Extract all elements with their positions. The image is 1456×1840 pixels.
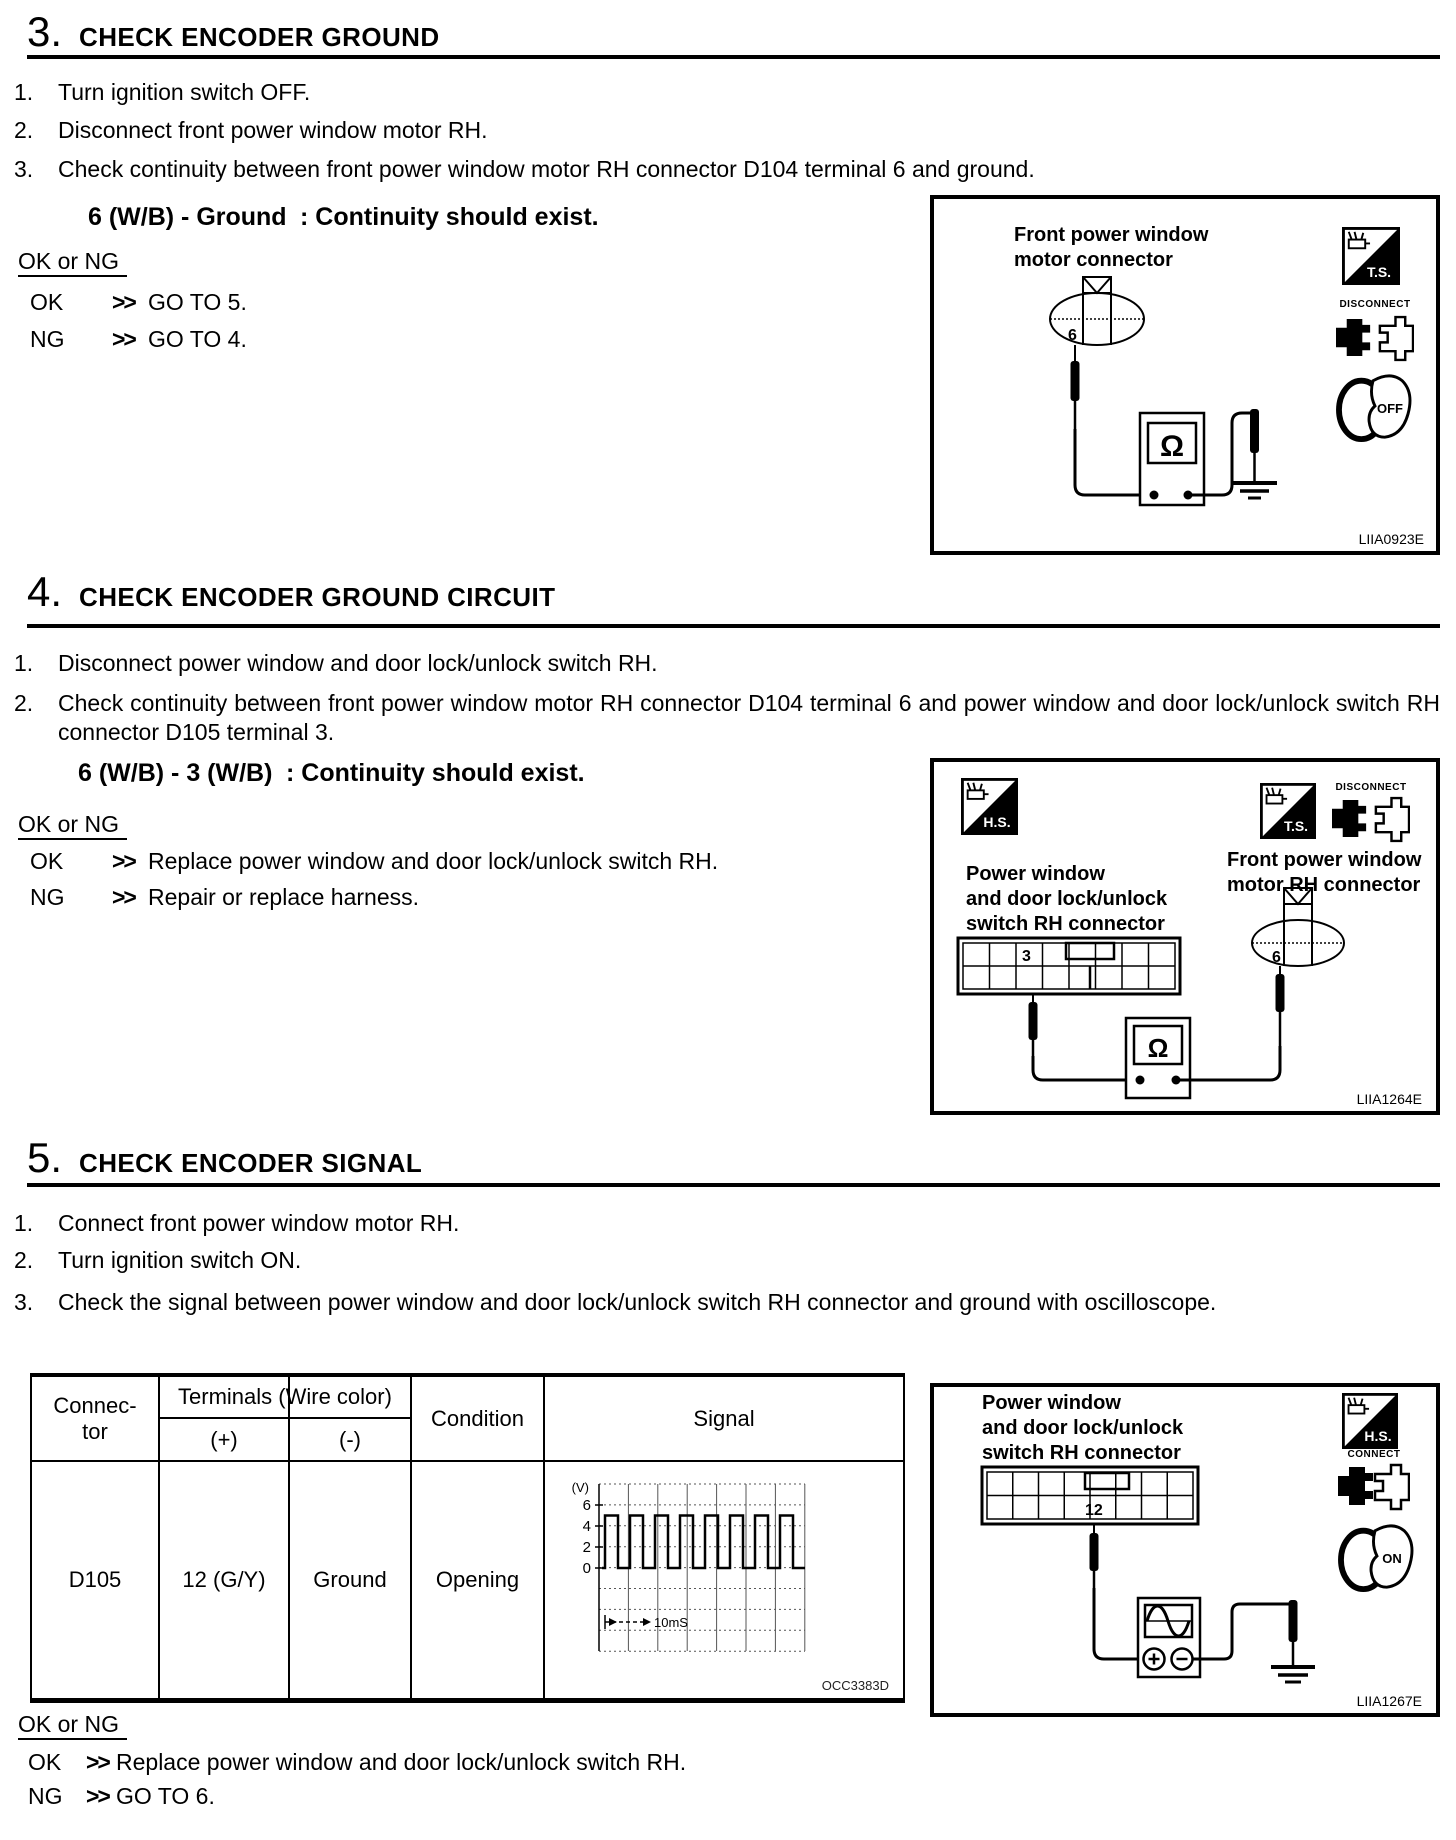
section-3-heading xyxy=(27,8,440,56)
result-action: Replace power window and door lock/unlock switch RH. xyxy=(148,848,719,874)
ohmmeter-icon xyxy=(1126,1018,1190,1098)
spec-terminals: 6 (W/B) - 3 (W/B) xyxy=(78,759,273,787)
motor-connector-art xyxy=(1252,888,1344,966)
ok-or-ng-label: OK or NG xyxy=(18,248,127,275)
signal-table xyxy=(30,1373,905,1703)
probe-icon xyxy=(1250,409,1259,481)
figure-code: LIIA1267E xyxy=(1356,1693,1422,1709)
time-marker xyxy=(605,1615,688,1630)
col-header-minus: (-) xyxy=(339,1426,361,1452)
step-number: 3. xyxy=(14,156,34,182)
section-title: CHECK ENCODER SIGNAL xyxy=(79,1148,423,1178)
ts-icon xyxy=(1261,784,1314,837)
figure-label: and door lock/unlock xyxy=(982,1417,1184,1439)
waveform-chart xyxy=(545,1462,903,1698)
step-item xyxy=(14,78,1440,107)
result-action: GO TO 5. xyxy=(148,289,247,315)
col-header-terminals: Terminals (Wire color) xyxy=(178,1384,392,1409)
svg-text:T.S.: T.S. xyxy=(1366,264,1392,280)
step-number: 1. xyxy=(14,79,34,105)
figure-check-encoder-ground-circuit xyxy=(930,758,1440,1115)
step-text: Disconnect front power window motor RH. xyxy=(58,117,488,143)
motor-connector-art xyxy=(1050,277,1144,345)
test-lead-wire xyxy=(1094,1588,1143,1659)
ohmmeter-icon xyxy=(1140,413,1204,505)
step-item xyxy=(14,689,1440,747)
step-text: Turn ignition switch ON. xyxy=(58,1247,302,1273)
terminal-number: 12 xyxy=(1085,1502,1103,1519)
result-arrow: >> xyxy=(86,1749,109,1775)
step-item xyxy=(14,155,1440,184)
figure-code: LIIA0923E xyxy=(1358,531,1424,547)
section-number: 5. xyxy=(27,1134,63,1181)
spec-result: : Continuity should exist. xyxy=(286,759,585,787)
result-action: GO TO 4. xyxy=(148,326,247,352)
y-axis-label: (V) xyxy=(571,1480,589,1495)
figure-code: LIIA1264E xyxy=(1356,1091,1422,1107)
figure-code: OCC3383D xyxy=(821,1678,889,1693)
section-number: 3. xyxy=(27,8,63,55)
svg-text:H.S.: H.S. xyxy=(983,814,1011,830)
hs-icon xyxy=(962,779,1016,833)
figure-label: Front power window xyxy=(1014,224,1209,246)
result-arrow: >> xyxy=(112,884,135,910)
figure-label: Power window xyxy=(966,863,1105,885)
result-label: OK xyxy=(30,848,64,874)
ignition-key-off-icon xyxy=(1339,376,1410,439)
oscilloscope-icon xyxy=(1138,1598,1200,1677)
svg-text:Ω: Ω xyxy=(1147,1033,1169,1063)
col-header-plus: (+) xyxy=(210,1426,238,1452)
step-item xyxy=(14,1246,1440,1275)
step-item xyxy=(14,1209,1440,1238)
terminal-number: 3 xyxy=(1022,948,1031,965)
cell-connector: D105 xyxy=(68,1567,122,1592)
step-text: Connect front power window motor RH. xyxy=(58,1210,460,1236)
result-label: OK xyxy=(30,289,64,315)
figure-label: switch RH connector xyxy=(966,913,1165,935)
ground-icon xyxy=(1271,1667,1315,1682)
y-tick: 6 xyxy=(582,1497,591,1514)
figure-label: motor RH connector xyxy=(1227,874,1421,896)
result-action: GO TO 6. xyxy=(116,1783,215,1809)
figure-check-encoder-signal xyxy=(930,1383,1440,1717)
svg-text:10mS: 10mS xyxy=(654,1615,688,1630)
y-tick: 4 xyxy=(582,1518,591,1535)
step-item xyxy=(14,1288,1440,1317)
ts-icon xyxy=(1343,228,1398,283)
cell-terminal-minus: Ground xyxy=(313,1567,387,1592)
section-title: CHECK ENCODER GROUND CIRCUIT xyxy=(79,582,556,612)
col-header-connector: Connec- tor xyxy=(53,1392,137,1444)
figure-label: Power window xyxy=(982,1392,1121,1414)
connect-icon xyxy=(1338,1449,1409,1509)
section-5-heading xyxy=(27,1134,422,1182)
result-arrow: >> xyxy=(86,1783,109,1809)
spec-terminals: 6 (W/B) - Ground xyxy=(88,203,287,231)
figure-check-encoder-ground xyxy=(930,195,1440,555)
svg-text:ON: ON xyxy=(1382,1551,1402,1566)
result-label: OK xyxy=(28,1749,62,1775)
test-lead-wire xyxy=(1193,1604,1291,1659)
cell-condition: Opening xyxy=(435,1567,520,1592)
probe-icon xyxy=(1029,994,1038,1058)
test-lead-wire xyxy=(1033,1056,1140,1080)
result-action: Repair or replace harness. xyxy=(148,884,420,910)
spec-result: : Continuity should exist. xyxy=(300,203,599,231)
disconnect-icon xyxy=(1332,782,1409,841)
step-text: Disconnect power window and door lock/unlock switch RH. xyxy=(58,650,658,676)
result-label: NG xyxy=(30,884,65,910)
step-text: Check continuity between front power window motor RH connector D104 terminal 6 and ground. xyxy=(58,156,1035,182)
test-lead-wire xyxy=(1176,1046,1280,1080)
switch-connector-art xyxy=(958,938,1180,994)
step-text: Turn ignition switch OFF. xyxy=(58,79,311,105)
svg-text:Ω: Ω xyxy=(1159,430,1185,463)
svg-text:DISCONNECT: DISCONNECT xyxy=(1335,782,1407,793)
hs-icon xyxy=(1343,1394,1396,1447)
section-number: 4. xyxy=(27,568,63,615)
section-divider xyxy=(27,1183,1440,1187)
step-text: Check continuity between front power window motor RH connector D104 terminal 6 and power window and door lock/unlock switch RH connector D105 terminal 3. xyxy=(58,690,1440,745)
result-label: NG xyxy=(30,326,65,352)
probe-icon xyxy=(1090,1524,1099,1590)
section-4-heading xyxy=(27,568,555,616)
svg-text:H.S.: H.S. xyxy=(1364,1428,1392,1444)
section-title: CHECK ENCODER GROUND xyxy=(79,22,440,52)
svg-text:DISCONNECT: DISCONNECT xyxy=(1339,299,1411,310)
ok-or-ng-label: OK or NG xyxy=(18,1711,127,1738)
ignition-key-on-icon xyxy=(1341,1526,1412,1589)
disconnect-icon xyxy=(1336,299,1413,360)
result-label: NG xyxy=(28,1783,63,1809)
ground-icon xyxy=(1232,483,1277,498)
col-header-condition: Condition xyxy=(431,1405,524,1431)
probe-icon xyxy=(1289,1600,1298,1666)
col-header-signal: Signal xyxy=(693,1405,755,1431)
section-divider xyxy=(27,624,1440,628)
step-number: 3. xyxy=(14,1289,34,1315)
terminal-number: 6 xyxy=(1068,327,1077,344)
section-divider xyxy=(27,55,1440,59)
ok-or-ng-label: OK or NG xyxy=(18,811,127,838)
figure-label: switch RH connector xyxy=(982,1442,1181,1464)
cell-terminal-plus: 12 (G/Y) xyxy=(182,1567,266,1592)
terminal-number: 6 xyxy=(1272,949,1281,966)
figure-label: and door lock/unlock xyxy=(966,888,1168,910)
step-number: 1. xyxy=(14,1210,34,1236)
step-number: 2. xyxy=(14,1247,34,1273)
probe-icon xyxy=(1276,966,1285,1048)
result-row xyxy=(0,1783,1456,1813)
probe-icon xyxy=(1071,345,1080,431)
svg-text:T.S.: T.S. xyxy=(1283,818,1309,834)
y-tick: 2 xyxy=(582,1539,591,1556)
svg-text:CONNECT: CONNECT xyxy=(1347,1449,1401,1460)
step-text: Check the signal between power window and door lock/unlock switch RH connector and ground with oscilloscope. xyxy=(58,1289,1217,1315)
step-item xyxy=(14,116,1440,145)
result-action: Replace power window and door lock/unlock switch RH. xyxy=(116,1749,687,1775)
y-tick: 0 xyxy=(582,1560,591,1577)
svg-text:OFF: OFF xyxy=(1377,401,1403,416)
result-row xyxy=(0,1749,1456,1779)
result-arrow: >> xyxy=(112,289,135,315)
result-arrow: >> xyxy=(112,848,135,874)
figure-label: motor connector xyxy=(1014,249,1173,271)
square-wave-trace xyxy=(602,1516,805,1569)
step-number: 2. xyxy=(14,117,34,143)
figure-label: Front power window xyxy=(1227,849,1422,871)
result-arrow: >> xyxy=(112,326,135,352)
step-item xyxy=(14,649,1440,678)
step-number: 1. xyxy=(14,650,34,676)
step-number: 2. xyxy=(14,690,34,716)
